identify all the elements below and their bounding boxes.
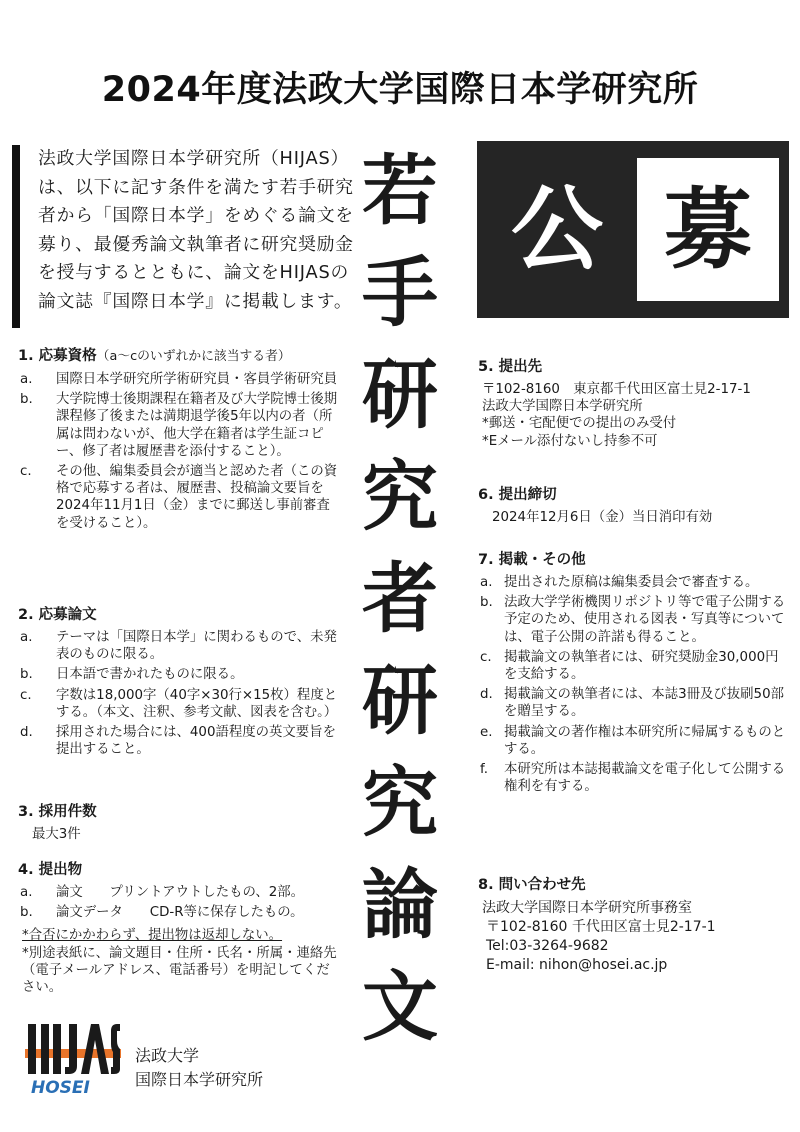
section-heading [18,346,343,367]
item-label: a. [20,372,33,387]
address-line: 〒102-8160 東京都千代田区富士見2-17-1 [482,382,751,397]
item-label: b. [480,595,493,611]
list-item [18,724,343,758]
org-line-1: 法政大学 [135,1046,200,1065]
koubo-char-left: 公 [510,176,603,283]
hijas-logo [25,1019,121,1097]
heading-text: 1. 応募資格 [18,348,97,364]
heading-note: （a～cのいずれかに該当する者） [96,349,291,364]
cover-note: *別途表紙に、論文題目・住所・氏名・所属・連絡先（電子メールアドレス、電話番号）を明記してください。 [22,945,337,996]
org-line-2: 国際日本学研究所 [135,1070,264,1089]
logo-hosei-text: HOSEI [31,1078,90,1097]
vertical-title-char: 究 [362,452,438,541]
item-label: a. [20,885,33,900]
vertical-title [345,140,455,1058]
item-label: f. [480,762,488,778]
vertical-title-char: 研 [362,350,438,439]
section-submit-to [478,357,788,450]
section-deadline [478,485,788,526]
section-eligibility [18,346,343,535]
vertical-title-char: 論 [362,860,438,949]
list-item [478,574,788,591]
section-heading: 8. 問い合わせ先 [478,877,586,893]
vertical-title-char: 文 [362,962,438,1051]
list-item [478,649,788,683]
logo-org-name [135,1044,263,1092]
intro-text: 法政大学国際日本学研究所（HIJAS）は、以下に記す条件を満たす若手研究者から「国際日本学」をめぐる論文を募り、最優秀論文執筆者に研究奨励金を授与するとともに、論文をHIJASの論文誌『国際日本学』に掲載します。 [38,148,354,312]
koubo-char-right: 募 [637,158,779,301]
item-label: d. [20,725,33,741]
list-item [478,686,788,720]
section-contact [478,875,788,975]
item-text: 法政大学学術機関リポジトリ等で電子公開する予定のため、使用される図表・写真等については、電子公開の許諾も得ること。 [504,595,786,645]
page-title: 2024年度法政大学国際日本学研究所 [101,70,699,110]
return-note: *合否にかかわらず、提出物は返却しない。 [22,928,283,944]
section-heading: 5. 提出先 [478,359,543,375]
deadline-text: 2024年12月6日（金）当日消印有効 [492,510,713,525]
list-item [18,463,343,532]
vertical-title-char: 究 [362,758,438,847]
item-text: 論文 プリントアウトしたもの、2部。 [56,885,305,900]
list-item [18,687,343,721]
section-text: 最大3件 [32,827,81,842]
vertical-title-char: 手 [362,248,438,337]
section-paper-requirements [18,605,343,761]
item-text: テーマは「国際日本学」に関わるもので、未発表のものに限る。 [56,630,337,663]
intro-block [12,145,357,328]
contact-line: 法政大学国際日本学研究所事務室 [482,900,692,916]
list-item [478,594,788,646]
item-label: d. [480,687,493,703]
item-label: c. [20,687,32,703]
address-line: *郵送・宅配便での提出のみ受付 [482,416,677,432]
item-label: e. [480,724,493,740]
contact-phone: Tel:03-3264-9682 [486,938,609,954]
item-label: b. [20,905,33,921]
vertical-title-char: 若 [362,146,438,235]
item-label: c. [20,464,32,480]
list-item [478,761,788,795]
item-label: a. [480,575,493,590]
address-line: 法政大学国際日本学研究所 [482,399,643,415]
item-text: 掲載論文の執筆者には、研究奨励金30,000円を支給する。 [504,649,779,683]
list-item [18,884,343,901]
vertical-title-char: 者 [362,554,438,643]
item-text: 本研究所は本誌掲載論文を電子化して公開する権利を有する。 [504,762,786,795]
item-text: 掲載論文の著作権は本研究所に帰属するものとする。 [504,724,786,757]
koubo-banner [477,141,789,318]
section-heading: 6. 提出締切 [478,487,557,503]
list-item [18,629,343,663]
contact-email: E-mail: nihon@hosei.ac.jp [486,957,668,973]
item-label: b. [20,667,33,683]
item-text: その他、編集委員会が適当と認めた者（この資格で応募する者は、履歴書、投稿論文要旨を2024年11月1日（金）までに郵送し事前審査を受けること）。 [56,464,338,531]
contact-line: 〒102-8160 千代田区富士見2-17-1 [486,919,716,935]
item-text: 提出された原稿は編集委員会で審査する。 [504,575,759,590]
item-text: 大学院博士後期課程在籍者及び大学院博士後期課程修了後または満期退学後5年以内の者（所属は問わないが、他大学在籍者は学生証コピー、修了者は履歴書を添付すること）。 [56,392,338,459]
item-label: a. [20,630,33,645]
list-item [18,371,343,388]
section-submission-items [18,860,343,996]
list-item [478,724,788,758]
section-heading: 3. 採用件数 [18,804,97,820]
item-text: 字数は18,000字（40字×30行×15枚）程度とする。（本文、注釈、参考文献、図表を含む。） [56,687,338,720]
item-text: 掲載論文の執筆者には、本誌3冊及び抜刷50部を贈呈する。 [504,687,784,720]
list-item [18,904,343,921]
section-heading: 2. 応募論文 [18,607,97,623]
item-text: 採用された場合には、400語程度の英文要旨を提出すること。 [56,725,336,758]
section-heading: 4. 提出物 [18,862,83,878]
item-label: c. [480,649,492,665]
vertical-title-char: 研 [362,656,438,745]
section-acceptance-count [18,802,343,843]
item-text: 国際日本学研究所学術研究員・客員学術研究員 [56,372,338,387]
section-heading: 7. 掲載・その他 [478,552,586,568]
item-label: b. [20,392,33,408]
item-text: 論文データ CD-R等に保存したもの。 [56,905,304,921]
section-publication [478,550,788,798]
address-line: *Eメール添付ないし持参不可 [482,433,658,449]
list-item [18,666,343,683]
list-item [18,391,343,460]
item-text: 日本語で書かれたものに限る。 [56,667,244,683]
